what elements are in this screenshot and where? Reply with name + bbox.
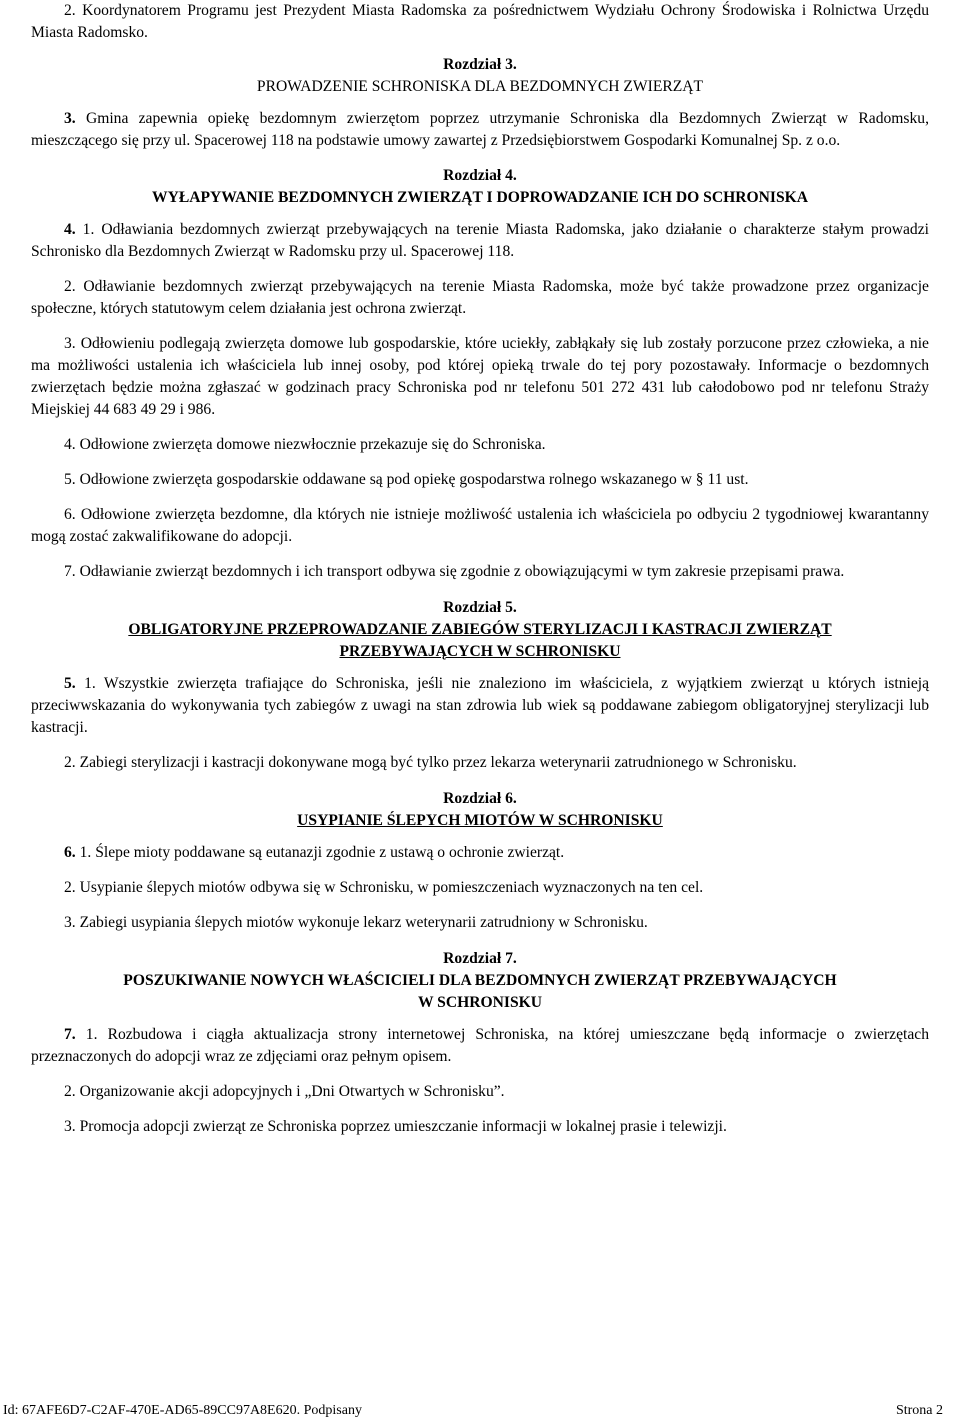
section-5-number: 5.: [64, 675, 76, 692]
section-5-item-2: 2. Zabiegi sterylizacji i kastracji dokonywane mogą być tylko przez lekarza weterynarii zatrudnionego w Schronisku.: [64, 754, 797, 771]
section-3-number: 3.: [64, 110, 76, 127]
section-6-item-1: 6. 1. Ślepe mioty poddawane są eutanazji zgodnie z ustawą o ochronie zwierząt.: [64, 844, 565, 861]
chapter-5-label: Rozdział 5.: [443, 599, 517, 616]
chapter-7-label: Rozdział 7.: [443, 950, 517, 967]
chapter-4-label: Rozdział 4.: [443, 167, 517, 184]
section-4-item-1: 4. 1. Odławiania bezdomnych zwierząt przebywających na terenie Miasta Radomska, jako działanie o charakterze stałym prowadzi Schronisko dla Bezdomnych Zwierząt w Radomsku przy ul. Spacerowej 118.: [31, 221, 929, 260]
chapter-4-title: WYŁAPYWANIE BEZDOMNYCH ZWIERZĄT I DOPROWADZANIE ICH DO SCHRONISKA: [151, 189, 809, 206]
page-number: Strona 2: [895, 1403, 943, 1418]
document-page: [31, 0, 929, 1138]
section-7-number: 7.: [64, 1026, 76, 1043]
document-id: Id: 67AFE6D7-C2AF-470E-AD65-89CC97A8E620. Podpisany: [3, 1403, 362, 1418]
section-6-item-3: 3. Zabiegi usypiania ślepych miotów wykonuje lekarz weterynarii zatrudniony w Schronisku.: [64, 914, 648, 931]
chapter-5-title-line-2: PRZEBYWAJĄCYCH W SCHRONISKU: [339, 643, 621, 660]
section-4-item-3: 3. Odłowieniu podlegają zwierzęta domowe lub gospodarskie, które uciekły, zabłąkały się lub zostały porzucone przez człowieka, a nie ma możliwości ustalenia ich właściciela lub innej osoby, pod której opieką trwale do tej pory pozostawały. Informacje o bezdomnych zwierzętach będzie można zgłaszać w godzinach pracy Schroniska pod nr telefonu 501 272 431 lub całodobowo pod nr telefonu Straży Miejskiej 44 683 49 29 i 986.: [31, 335, 929, 418]
chapter-7-title-line-1: POSZUKIWANIE NOWYCH WŁAŚCICIELI DLA BEZDOMNYCH ZWIERZĄT PRZEBYWAJĄCYCH: [123, 972, 837, 989]
section-4-item-2: 2. Odławianie bezdomnych zwierząt przebywających na terenie Miasta Radomska, może być także prowadzone przez organizacje społeczne, których statutowym celem działania jest ochrona zwierząt.: [31, 278, 929, 317]
chapter-3-title: PROWADZENIE SCHRONISKA DLA BEZDOMNYCH ZWIERZĄT: [256, 78, 704, 95]
section-4-number: 4.: [64, 221, 76, 238]
section-7-item-1: 7. 1. Rozbudowa i ciągła aktualizacja strony internetowej Schroniska, na której umieszczane będą informacje o zwierzętach przeznaczonych do adopcji wraz ze zdjęciami oraz pełnym opisem.: [31, 1026, 929, 1065]
section-4-item-7: 7. Odławianie zwierząt bezdomnych i ich transport odbywa się zgodnie z obowiązującymi w tym zakresie przepisami prawa.: [64, 563, 845, 580]
section-6-number: 6.: [64, 844, 76, 861]
section-5-item-1: 5. 1. Wszystkie zwierzęta trafiające do Schroniska, jeśli nie znaleziono im właściciela, z wyjątkiem zwierząt u których istnieją przeciwwskazania do wykonywania tych zabiegów z uwagi na stan zdrowia lub wiek są poddawane zabiegom obligatoryjnej sterylizacji lub kastracji.: [31, 675, 930, 736]
section-4-item-6: 6. Odłowione zwierzęta bezdomne, dla których nie istnieje możliwość ustalenia ich właściciela po odbyciu 2 tygodniowej kwarantanny mogą zostać zakwalifikowane do adopcji.: [31, 506, 929, 545]
paragraph-2-2: 2. Koordynatorem Programu jest Prezydent Miasta Radomska za pośrednictwem Wydziału Ochrony Środowiska i Rolnictwa Urzędu Miasta Radomsko.: [31, 2, 930, 41]
chapter-6-label: Rozdział 6.: [443, 790, 517, 807]
chapter-5-title-line-1: OBLIGATORYJNE PRZEPROWADZANIE ZABIEGÓW STERYLIZACJI I KASTRACJI ZWIERZĄT: [128, 621, 832, 638]
chapter-3-label: Rozdział 3.: [443, 56, 517, 73]
section-4-item-5: 5. Odłowione zwierzęta gospodarskie oddawane są pod opiekę gospodarstwa rolnego wskazanego w § 11 ust.: [64, 471, 749, 488]
section-7-item-2: 2. Organizowanie akcji adopcyjnych i „Dni Otwartych w Schronisku”.: [64, 1083, 505, 1100]
section-6-item-2: 2. Usypianie ślepych miotów odbywa się w Schronisku, w pomieszczeniach wyznaczonych na ten cel.: [64, 879, 704, 896]
section-3: 3. Gmina zapewnia opiekę bezdomnym zwierzętom poprzez utrzymanie Schroniska dla Bezdomnych Zwierząt w Radomsku, mieszczącego się przy ul. Spacerowej 118 na podstawie umowy zawartej z Przedsiębiorstwem Gospodarki Komunalnej Sp. z o.o.: [31, 110, 929, 149]
section-7-item-3: 3. Promocja adopcji zwierząt ze Schroniska poprzez umieszczanie informacji w lokalnej prasie i telewizji.: [64, 1118, 727, 1135]
chapter-6-title: USYPIANIE ŚLEPYCH MIOTÓW W SCHRONISKU: [297, 812, 663, 829]
chapter-7-title-line-2: W SCHRONISKU: [417, 994, 543, 1011]
section-4-item-4: 4. Odłowione zwierzęta domowe niezwłocznie przekazuje się do Schroniska.: [64, 436, 546, 453]
page-footer: [3, 1401, 943, 1421]
